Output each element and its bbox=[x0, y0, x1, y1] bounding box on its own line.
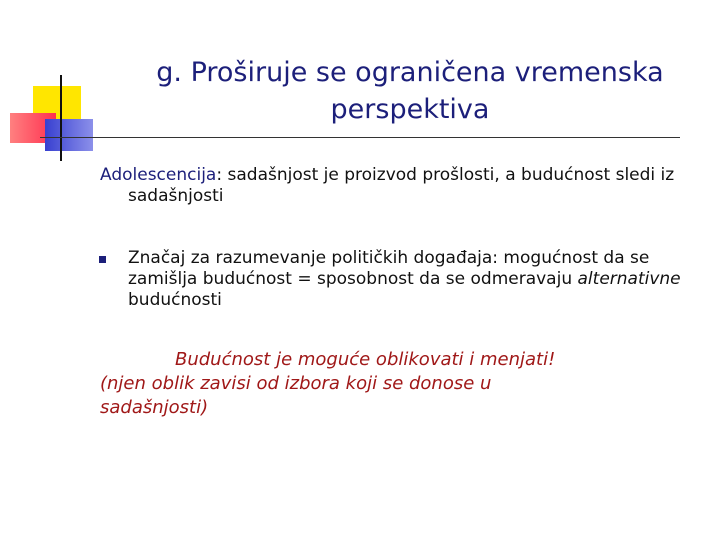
horizontal-rule bbox=[40, 137, 680, 138]
definition-paragraph bbox=[100, 165, 700, 207]
definition-term: Adolescencija bbox=[100, 165, 217, 185]
bullet-marker bbox=[99, 256, 106, 263]
definition-text-line1: sadašnjost je proizvod prošlosti, a budućnost sledi iz bbox=[222, 165, 675, 185]
conclusion-line1: Budućnost je moguće oblikovati i menjati! bbox=[175, 349, 556, 370]
vertical-rule bbox=[60, 75, 62, 161]
definition-text-line2: sadašnjosti bbox=[128, 186, 224, 206]
blue-square bbox=[45, 119, 93, 151]
conclusion-line2: (njen oblik zavisi od izbora koji se donose u sadašnjosti) bbox=[100, 373, 492, 418]
decorative-squares bbox=[0, 0, 100, 165]
slide-title: g. Proširuje se ograničena vremenska perspektiva bbox=[156, 57, 664, 125]
bullet-text-before: Značaj za razumevanje političkih događaja: mogućnost da se zamišlja budućnost = sposobnost da se odmeravaju bbox=[128, 248, 650, 289]
bullet-paragraph bbox=[128, 248, 708, 311]
definition-separator: : bbox=[216, 165, 223, 185]
bullet-italic-word: alternativne bbox=[577, 269, 681, 289]
conclusion bbox=[100, 348, 600, 420]
bullet-text-after: budućnosti bbox=[128, 290, 222, 310]
